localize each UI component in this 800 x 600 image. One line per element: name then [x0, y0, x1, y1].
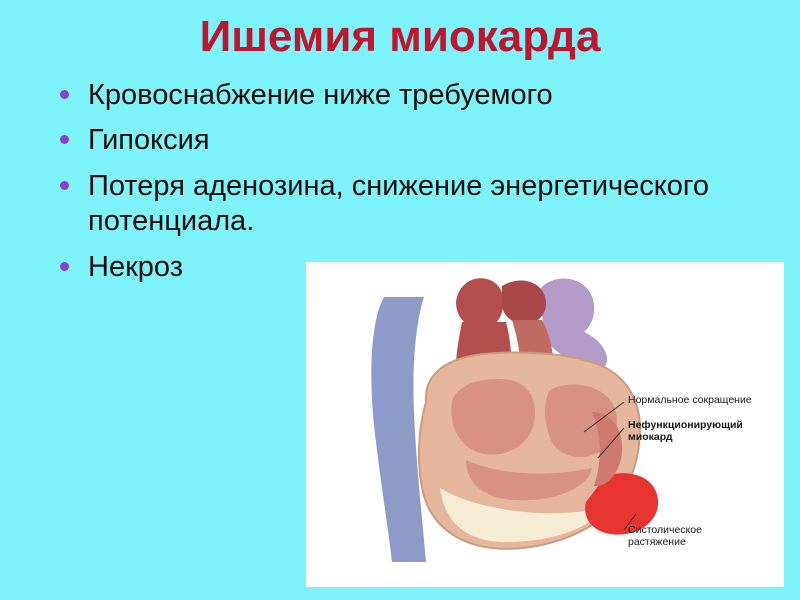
- heart-ischemia-illustration: [306, 262, 784, 587]
- aorta-arch-shape: [456, 278, 504, 329]
- list-item-label: Кровоснабжение ниже требуемого: [88, 79, 553, 111]
- page-title: Ишемия миокарда: [199, 12, 601, 61]
- list-item-label: Гипоксия: [88, 124, 210, 157]
- list-item-label: Некроз: [88, 250, 183, 283]
- bullet-dot-icon: [60, 181, 69, 190]
- list-item: [54, 78, 714, 113]
- label-systolic-stretch: Систолическое растяжение: [628, 524, 702, 549]
- list-item: [54, 123, 714, 158]
- list-item: [54, 169, 714, 240]
- label-normal-contraction: Нормальное сокращение: [628, 394, 752, 406]
- vena-cava-shape: [371, 297, 426, 562]
- bullet-dot-icon: [60, 90, 69, 99]
- pulmonary-artery-shape: [502, 280, 546, 324]
- label-nonfunctional-myocardium: Нефункционирующий миокард: [628, 419, 743, 444]
- bullet-dot-icon: [60, 262, 69, 271]
- bullet-dot-icon: [60, 135, 69, 144]
- list-item-label: Потеря аденозина, снижение энергетического потенциала.: [88, 169, 709, 238]
